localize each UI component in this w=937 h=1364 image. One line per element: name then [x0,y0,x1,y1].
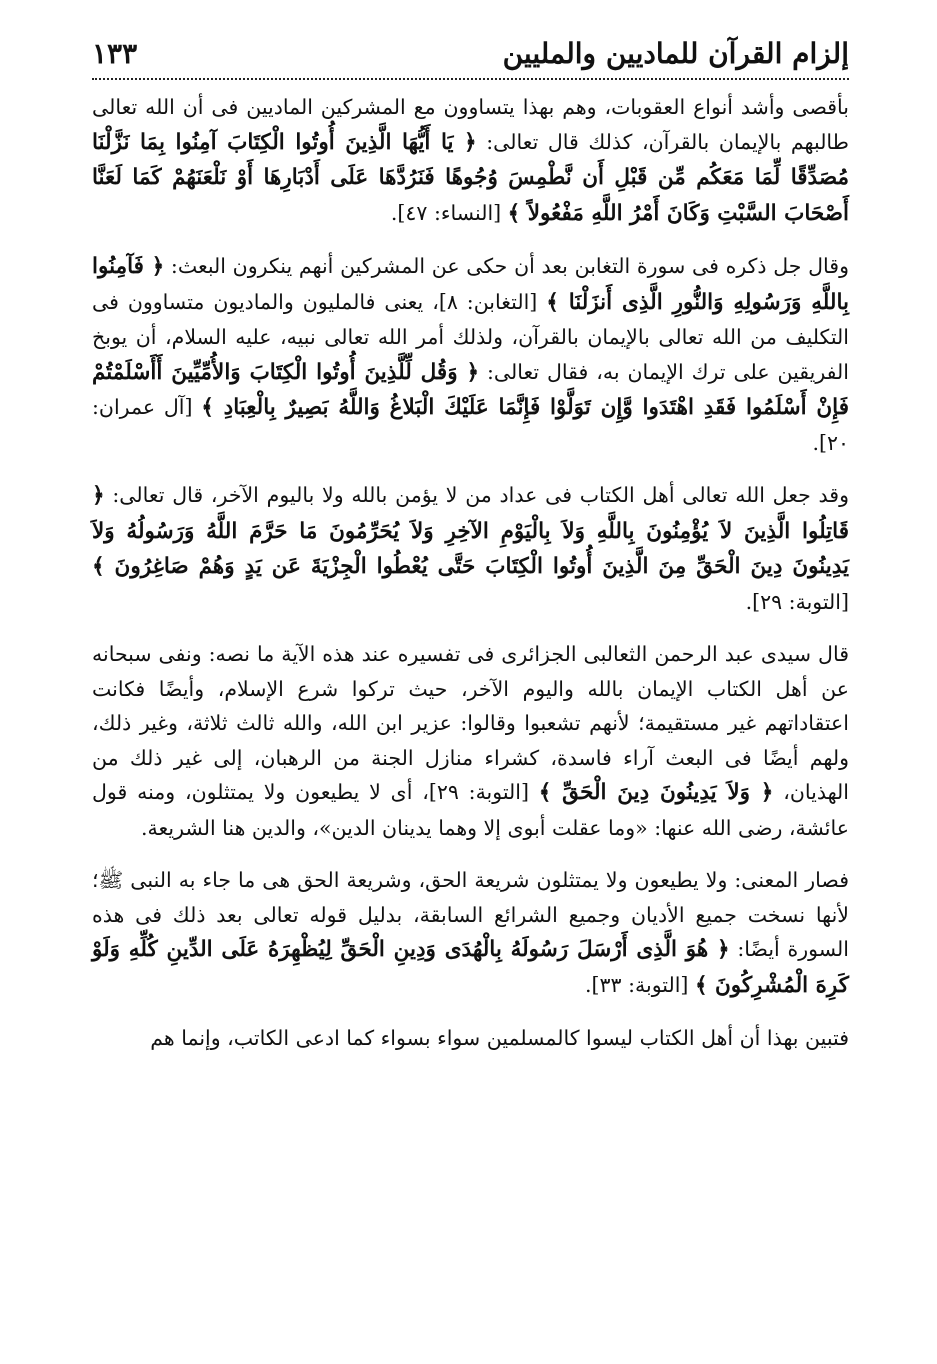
quran-verse: ﴿ وَلاَ يَدِينُونَ دِينَ الْحَقِّ ﴾ [538,780,774,805]
quran-verse: ﴿ يَا أَيُّهَا الَّذِينَ أُوتُوا الْكِتَابَ آمِنُوا بِمَا نَزَّلْنَا مُصَدِّقًا لِّمَا مَعَكُم مِّن قَبْلِ أَن نَّطْمِسَ وُجُوهًا فَنَرُدَّهَا عَلَى أَدْبَارِهَا أَوْ نَلْعَنَهُمْ كَمَا لَعَنَّا أَصْحَابَ السَّبْتِ وَكَانَ أَمْرُ اللَّهِ مَفْعُولاً ﴾ [92,129,849,226]
paragraph-text: فتبين بهذا أن أهل الكتاب ليسوا كالمسلمين سواء بسواء كما ادعى الكاتب، وإنما هم [150,1026,849,1050]
verse-reference: [التوبة: ٣٣]. [585,972,695,997]
paragraph-3 [92,478,849,619]
quran-verse: ﴿ فَآمِنُوا بِاللَّهِ وَرَسُولِهِ وَالنُّورِ الَّذِى أَنزَلْنَا ﴾ [92,254,850,315]
paragraph-text: [التوبة: ٢٩]، أى لا يطيعون ولا يمتثلون، ومنه قول عائشة، رضى الله عنها: «وما عقلت أبوى إلا وهما يدينان الدين»، والدين هنا الشريعة. [92,780,849,840]
verse-reference: [التوبة: ٢٩]. [745,589,849,614]
paragraph-5 [92,863,849,1003]
header-title: إلزام القرآن للماديين والمليين [502,37,849,70]
book-page [92,30,849,1364]
verse-reference: [النساء: ٤٧]. [390,200,508,225]
paragraph-6 [92,1021,849,1056]
paragraph-text: وقد جعل الله تعالى أهل الكتاب فى عداد من لا يؤمن بالله ولا باليوم الآخر، قال تعالى: [104,483,849,507]
paragraph-text: [التغابن: ٨]، يعنى فالمليون والماديون متساوون فى التكليف من الله تعالى بالإيمان بالقرآن، ولذلك أمر الله تعالى نبيه، عليه السلام، أن يوبخ الفريقين على ترك الإيمان به، فقال تعالى: [92,289,849,384]
running-header [92,30,849,80]
paragraph-1 [92,90,849,231]
page-number: ١٣٣ [92,37,138,70]
paragraph-text: قال سيدى عبد الرحمن الثعالبى الجزائرى فى تفسيره عند هذه الآية ما نصه: ونفى سبحانه عن أهل الكتاب الإيمان بالله واليوم الآخر، حيث تركوا شرع الإسلام، وأيضًا فكانت اعتقاداتهم غير مستقيمة؛ لأنهم تشعبوا وقالوا: عزير ابن الله، والله ثالث ثلاثة، وغير ذلك، ولهم أيضًا فى البعث آراء فاسدة، كشراء منازل الجنة من الرهبان، إلى غير ذلك من الهذيان، [92,642,849,804]
paragraph-2 [92,249,849,460]
paragraph-4 [92,637,849,845]
quran-verse: ﴿ هُوَ الَّذِى أَرْسَلَ رَسُولَهُ بِالْهُدَى وَدِينِ الْحَقِّ لِيُظْهِرَهُ عَلَى الدِّينِ كُلِّهِ وَلَوْ كَرِهَ الْمُشْرِكُونَ ﴾ [92,937,849,998]
paragraph-text: بأقصى وأشد أنواع العقوبات، وهم بهذا يتساوون مع المشركين الماديين فى أن الله تعالى طالبهم بالإيمان بالقرآن، كذلك قال تعالى: [92,95,849,154]
quran-verse: ﴿ قَاتِلُوا الَّذِينَ لاَ يُؤْمِنُونَ بِاللَّهِ وَلاَ بِالْيَوْمِ الآخِرِ وَلاَ يُحَرِّمُونَ مَا حَرَّمَ اللَّهُ وَرَسُولُهُ وَلاَ يَدِينُونَ دِينَ الْحَقِّ مِنَ الَّذِينَ أُوتُوا الْكِتَابَ حَتَّى يُعْطُوا الْجِزْيَةَ عَن يَدٍ وَهُمْ صَاغِرُونَ ﴾ [92,483,849,579]
paragraph-text: فصار المعنى: ولا يطيعون ولا يمتثلون شريعة الحق، وشريعة الحق هى ما جاء به النبى ﷺ؛ لأنها نسخت جميع الأديان وجميع الشرائع السابقة، بدليل قوله تعالى بعد ذلك فى هذه السورة أيضًا: [92,868,849,961]
verse-reference: [آل عمران: ٢٠]. [92,395,849,455]
quran-verse: ﴿ وَقُل لِّلَّذِينَ أُوتُوا الْكِتَابَ وَالأُمِّيِّينَ أَأَسْلَمْتُمْ فَإِنْ أَسْلَمُوا فَقَدِ اهْتَدَوا وَّإِن تَوَلَّوْا فَإِنَّمَا عَلَيْكَ الْبَلاغُ وَاللَّهُ بَصِيرٌ بِالْعِبَادِ ﴾ [92,359,849,420]
paragraph-text: وقال جل ذكره فى سورة التغابن بعد أن حكى عن المشركين أنهم ينكرون البعث: [164,254,849,278]
